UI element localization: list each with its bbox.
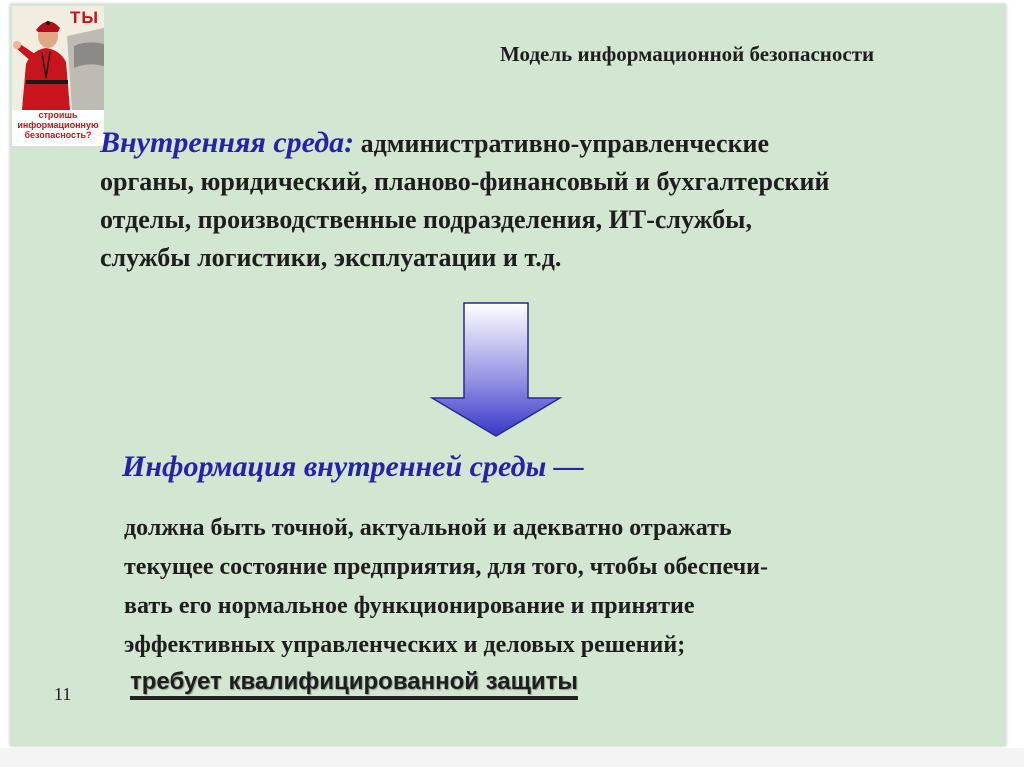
paragraph-line: вать его нормальное функционирование и принятие	[124, 593, 695, 619]
internal-environment-paragraph	[100, 124, 990, 277]
paragraph-line: эффективных управленческих и деловых решений;	[124, 632, 686, 658]
poster-caption-line: информационную	[17, 120, 99, 130]
info-paragraph	[124, 509, 994, 665]
propaganda-poster	[12, 6, 104, 146]
paragraph-line-text: административно-управленческие	[360, 129, 770, 158]
paragraph-line: отделы, производственные подразделения, ИТ-службы,	[100, 205, 752, 234]
poster-caption-line: строишь	[38, 110, 78, 120]
internal-environment-label: Внутренняя среда:	[100, 126, 355, 159]
paragraph-line: текущее состояние предприятия, для того, чтобы обеспечи-	[124, 554, 768, 580]
info-heading: Информация внутренней среды —	[122, 450, 584, 483]
down-arrow-icon	[430, 302, 562, 438]
paragraph-line: органы, юридический, планово-финансовый и бухгалтерский	[100, 167, 830, 196]
poster-word-top: ТЫ	[70, 8, 100, 27]
poster-caption-line: безопасность?	[24, 130, 92, 140]
page-number: 11	[54, 684, 72, 704]
poster-caption	[12, 110, 104, 140]
poster-illustration	[12, 6, 104, 110]
slide	[10, 4, 1006, 746]
slide-title: Модель информационной безопасности	[500, 42, 875, 66]
paragraph-line: службы логистики, эксплуатации и т.д.	[100, 243, 562, 272]
paragraph-line	[100, 124, 990, 163]
paragraph-line: должна быть точной, актуальной и адекватно отражать	[124, 515, 732, 541]
footer-strip	[0, 748, 1024, 767]
emphasis-text: требует квалифицированной защиты	[130, 668, 578, 700]
